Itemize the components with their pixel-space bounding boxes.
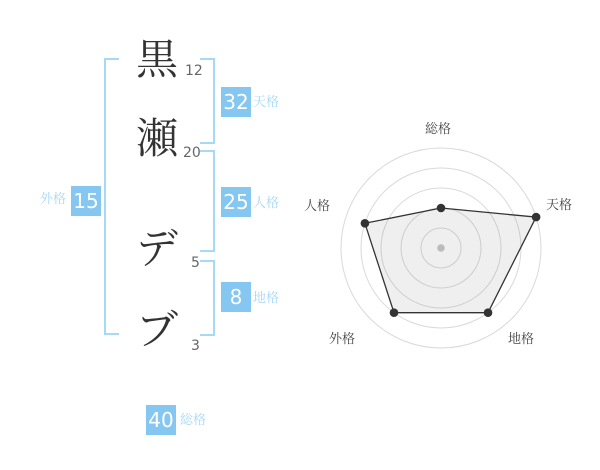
- name-char-3: デ: [135, 224, 178, 273]
- stroke-count-4: 3: [191, 338, 200, 354]
- stroke-count-2: 20: [183, 145, 201, 161]
- value-label-gaikaku: 外格: [40, 192, 67, 207]
- value-box-gaikaku: 15: [71, 186, 101, 216]
- bracket-chikaku: [200, 260, 215, 336]
- value-label-tenkaku: 天格: [253, 95, 280, 110]
- value-box-chikaku: 8: [221, 282, 251, 312]
- radar-chart: [331, 138, 551, 358]
- radar-axis-label-gaikaku: 外格: [329, 332, 356, 347]
- name-char-4: ブ: [135, 305, 178, 354]
- value-label-jinkaku: 人格: [253, 196, 280, 211]
- name-char-2: 瀬: [135, 114, 178, 163]
- stroke-count-1: 12: [185, 63, 203, 79]
- stroke-count-3: 5: [191, 255, 200, 271]
- value-label-soukaku: 総格: [180, 413, 207, 428]
- name-char-1: 黒: [135, 35, 178, 84]
- radar-axis-label-soukaku: 総格: [425, 122, 452, 137]
- bracket-gaikaku: [104, 58, 119, 335]
- value-label-chikaku: 地格: [253, 291, 280, 306]
- value-box-jinkaku: 25: [221, 187, 251, 217]
- radar-axis-label-chikaku: 地格: [508, 332, 535, 347]
- value-box-soukaku: 40: [146, 405, 176, 435]
- bracket-jinkaku: [200, 150, 215, 252]
- value-box-tenkaku: 32: [221, 87, 251, 117]
- bracket-tenkaku: [200, 58, 215, 144]
- radar-axis-label-jinkaku: 人格: [304, 199, 331, 214]
- radar-axis-label-tenkaku: 天格: [546, 198, 573, 213]
